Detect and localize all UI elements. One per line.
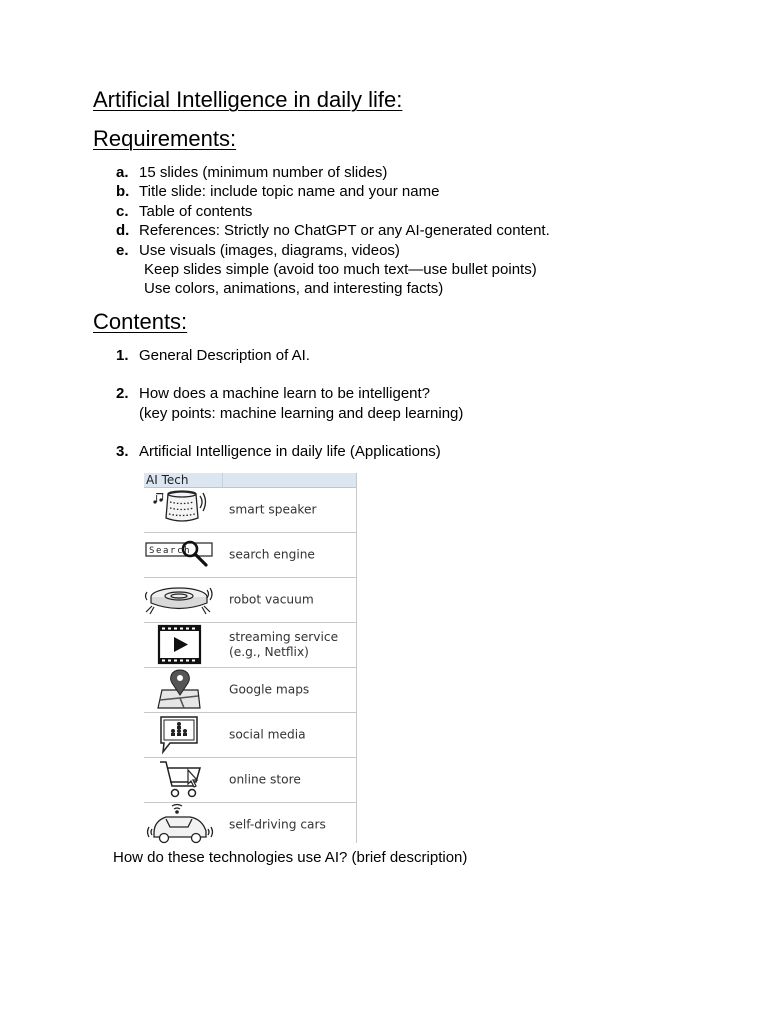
tech-label: online store: [229, 772, 301, 787]
contents-text: Artificial Intelligence in daily life (Applications): [139, 443, 441, 460]
ai-tech-table: [144, 473, 357, 843]
shopping-cart-icon: [144, 758, 216, 802]
list-marker: c.: [116, 202, 129, 220]
contents-heading: Contents:: [93, 309, 188, 334]
contents-text: General Description of AI.: [139, 347, 310, 364]
list-marker: e.: [116, 241, 129, 259]
contents-list: [0, 346, 463, 462]
table-row: [144, 533, 356, 578]
table-row: [144, 713, 356, 758]
requirement-continuation: Use colors, animations, and interesting facts): [144, 280, 444, 298]
map-pin-icon: [144, 668, 216, 712]
contents-text: How does a machine learn to be intelligent?: [139, 385, 431, 402]
table-header-label: AI Tech: [146, 473, 189, 487]
tech-label: robot vacuum: [229, 592, 314, 607]
requirement-item: [0, 163, 550, 182]
table-row: [144, 803, 356, 843]
streaming-film-icon: [144, 623, 216, 667]
requirement-item: [0, 202, 550, 221]
contents-item: [0, 384, 463, 424]
table-row: [144, 578, 356, 623]
tech-label: self-driving cars: [229, 817, 326, 832]
list-marker: b.: [116, 183, 130, 201]
requirement-text: 15 slides (minimum number of slides): [139, 164, 388, 181]
tech-label: smart speaker: [229, 502, 317, 517]
list-marker: 3.: [116, 443, 129, 460]
tech-label: streaming service (e.g., Netflix): [229, 630, 339, 659]
list-marker: 1.: [116, 347, 129, 364]
requirement-text: Use visuals (images, diagrams, videos): [139, 241, 400, 259]
table-row: [144, 488, 356, 533]
table-header: [144, 473, 356, 488]
contents-item: [0, 442, 463, 462]
requirement-continuation: Keep slides simple (avoid too much text—use bullet points): [144, 261, 537, 279]
smart-speaker-icon: [144, 488, 216, 532]
tech-label: search engine: [229, 547, 315, 562]
social-media-icon: [144, 713, 216, 757]
requirement-item: [0, 241, 550, 260]
self-driving-car-icon: [144, 803, 216, 847]
requirement-text: Table of contents: [139, 202, 253, 220]
contents-item: [0, 346, 463, 366]
contents-subtext: (key points: machine learning and deep learning): [139, 405, 464, 422]
requirements-list: [0, 163, 550, 299]
requirement-item: [0, 182, 550, 201]
table-row: [144, 623, 356, 668]
search-box-text: Search: [149, 546, 192, 556]
table-row: [144, 668, 356, 713]
requirements-heading: Requirements:: [93, 126, 237, 151]
table-row: [144, 758, 356, 803]
list-marker: d.: [116, 222, 130, 240]
requirement-text: Title slide: include topic name and your name: [139, 183, 440, 201]
list-marker: 2.: [116, 385, 129, 402]
requirement-text: References: Strictly no ChatGPT or any AI-generated content.: [139, 222, 550, 240]
robot-vacuum-icon: [144, 578, 216, 622]
tech-label: social media: [229, 727, 306, 742]
document-title: Artificial Intelligence in daily life:: [93, 87, 403, 112]
tech-label: Google maps: [229, 682, 310, 697]
list-marker: a.: [116, 164, 129, 181]
requirement-item: [0, 221, 550, 240]
search-engine-icon: [144, 533, 216, 577]
footer-question: How do these technologies use AI? (brief description): [113, 849, 468, 866]
